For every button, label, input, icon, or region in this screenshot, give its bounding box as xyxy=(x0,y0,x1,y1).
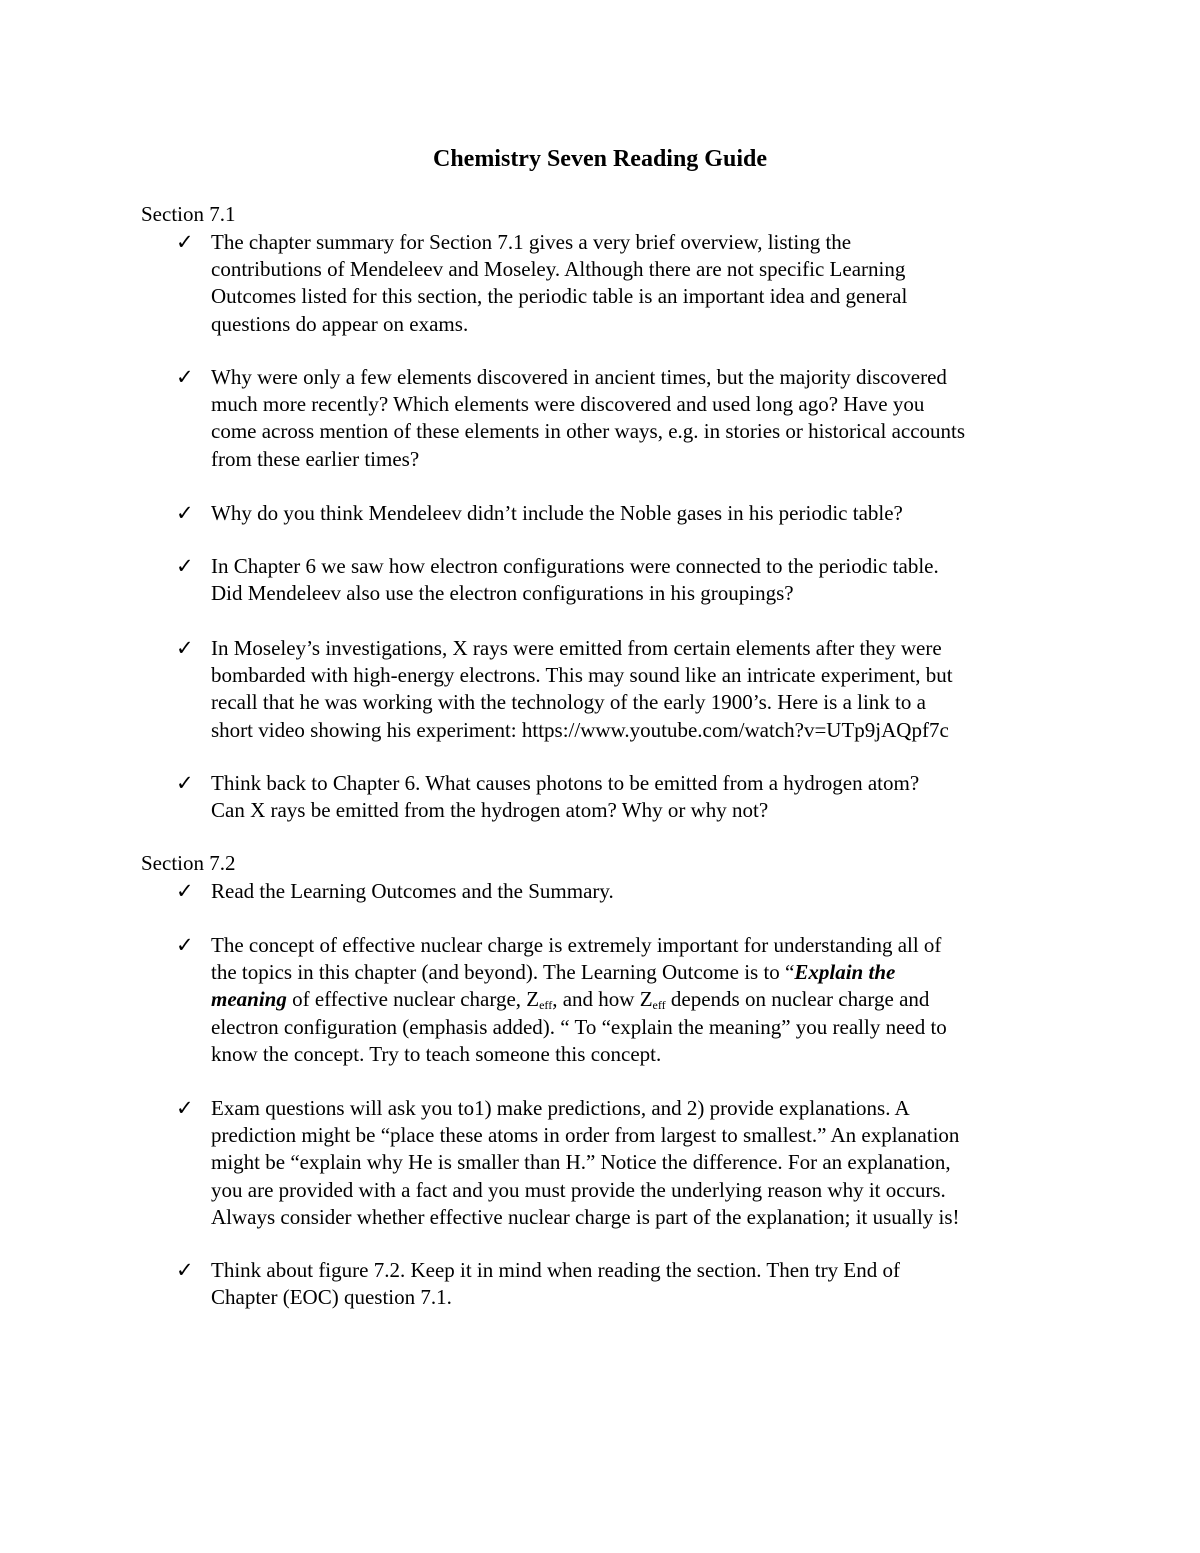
text-line: Think about figure 7.2. Keep it in mind when reading the section. Then try End of xyxy=(211,1258,900,1282)
text-line: recall that he was working with the technology of the early 1900’s. Here is a link to a xyxy=(211,690,926,715)
checkmark-icon: ✓ xyxy=(176,230,194,254)
text-run: depends on nuclear charge and xyxy=(665,987,930,1012)
checkmark-icon: ✓ xyxy=(176,933,194,957)
document-title: Chemistry Seven Reading Guide xyxy=(432,146,767,172)
text-line: electron configuration (emphasis added). “ To “explain the meaning” you really need to xyxy=(211,1014,947,1039)
subscript-eff: eff xyxy=(652,998,666,1013)
item-text xyxy=(211,878,1066,905)
video-link-line[interactable]: short video showing his experiment: https://www.youtube.com/watch?v=UTp9jAQpf7c xyxy=(211,717,949,742)
item-text xyxy=(211,635,1066,744)
list-item xyxy=(176,364,1066,473)
emphasis-text: Explain the xyxy=(794,960,896,985)
list-item xyxy=(176,770,1066,824)
text-line: from these earlier times? xyxy=(211,446,420,471)
item-text xyxy=(211,1257,1066,1311)
text-line: The chapter summary for Section 7.1 gives a very brief overview, listing the xyxy=(211,230,852,254)
section-heading-7-1: Section 7.1 xyxy=(141,202,236,226)
list-item xyxy=(176,229,1066,338)
text-line: Exam questions will ask you to1) make predictions, and 2) provide explanations. A xyxy=(211,1096,910,1120)
item-text xyxy=(211,770,1066,824)
item-text xyxy=(211,553,1066,607)
text-line xyxy=(211,986,1066,1013)
text-line: Outcomes listed for this section, the periodic table is an important idea and general xyxy=(211,284,908,309)
text-line: Did Mendeleev also use the electron configurations in his groupings? xyxy=(211,581,794,606)
list-item xyxy=(176,878,1066,905)
text-line xyxy=(211,959,1066,986)
text-line: The concept of effective nuclear charge is extremely important for understanding all of xyxy=(211,933,942,957)
text-line: questions do appear on exams. xyxy=(211,311,469,336)
text-line: Why were only a few elements discovered in ancient times, but the majority discovered xyxy=(211,365,947,389)
text-line: bombarded with high-energy electrons. This may sound like an intricate experiment, but xyxy=(211,663,953,688)
subscript-eff: eff xyxy=(539,998,553,1013)
checkmark-icon: ✓ xyxy=(176,879,194,903)
checkmark-icon: ✓ xyxy=(176,636,194,660)
text-line: prediction might be “place these atoms in order from largest to smallest.” An explanation xyxy=(211,1123,960,1148)
text-run: of effective nuclear charge, Z xyxy=(286,987,540,1012)
text-run: , and how Z xyxy=(552,987,653,1012)
list-item xyxy=(176,1095,1066,1231)
checkmark-icon: ✓ xyxy=(176,554,194,578)
list-item xyxy=(176,1257,1066,1311)
checkmark-icon: ✓ xyxy=(176,501,194,525)
checkmark-icon: ✓ xyxy=(176,1096,194,1120)
item-text xyxy=(211,1095,1066,1231)
checkmark-icon: ✓ xyxy=(176,771,194,795)
list-item xyxy=(176,500,1066,527)
text-run: the topics in this chapter (and beyond). The Learning Outcome is to “ xyxy=(211,960,795,985)
text-line: know the concept. Try to teach someone this concept. xyxy=(211,1041,662,1066)
text-line: Can X rays be emitted from the hydrogen atom? Why or why not? xyxy=(211,798,769,823)
text-line: you are provided with a fact and you must provide the underlying reason why it occurs. xyxy=(211,1177,946,1202)
text-line: contributions of Mendeleev and Moseley. Although there are not specific Learning xyxy=(211,257,906,282)
text-line: In Chapter 6 we saw how electron configurations were connected to the periodic table. xyxy=(211,554,939,578)
section-heading-7-2: Section 7.2 xyxy=(141,851,236,875)
text-line: In Moseley’s investigations, X rays were emitted from certain elements after they were xyxy=(211,636,942,660)
text-line: Chapter (EOC) question 7.1. xyxy=(211,1285,452,1310)
text-line: Always consider whether effective nuclear charge is part of the explanation; it usually is! xyxy=(211,1204,960,1229)
checkmark-icon: ✓ xyxy=(176,365,194,389)
emphasis-text: meaning xyxy=(211,987,287,1012)
text-line: Read the Learning Outcomes and the Summary. xyxy=(211,879,614,903)
item-text xyxy=(211,229,1066,338)
text-line: Think back to Chapter 6. What causes photons to be emitted from a hydrogen atom? xyxy=(211,771,920,795)
text-line: come across mention of these elements in other ways, e.g. in stories or historical accounts xyxy=(211,419,966,444)
item-text xyxy=(211,364,1066,473)
text-line: might be “explain why He is smaller than H.” Notice the difference. For an explanation, xyxy=(211,1150,951,1175)
item-text xyxy=(211,500,1066,527)
item-text xyxy=(211,932,1066,1068)
text-line: much more recently? Which elements were discovered and used long ago? Have you xyxy=(211,392,925,417)
text-line: Why do you think Mendeleev didn’t include the Noble gases in his periodic table? xyxy=(211,501,903,525)
list-item xyxy=(176,553,1066,607)
list-item xyxy=(176,932,1066,1068)
checkmark-icon: ✓ xyxy=(176,1258,194,1282)
list-item xyxy=(176,635,1066,744)
